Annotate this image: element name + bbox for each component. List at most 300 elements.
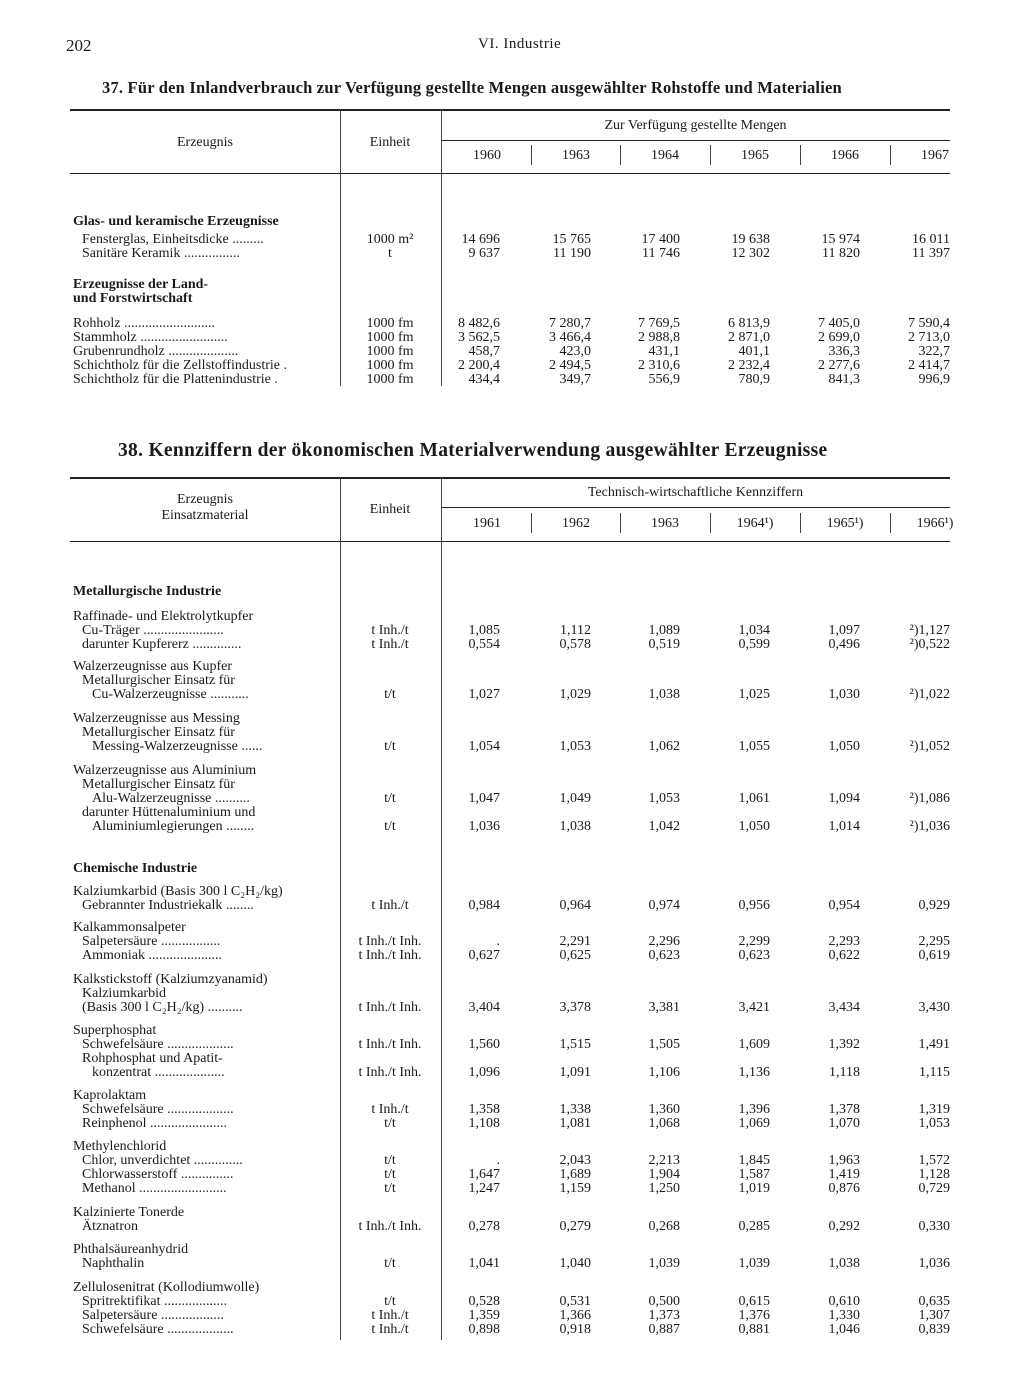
table37-cell: 2 699,0 [818, 330, 860, 345]
table38-cell: 0,278 [468, 1219, 500, 1234]
table38-cell: 1,038 [648, 687, 680, 702]
table38-cell: 0,623 [648, 948, 680, 963]
table38-cell: 1,027 [468, 687, 500, 702]
table37-cell: 2 414,7 [908, 358, 950, 373]
table37-year-divider [531, 145, 532, 165]
table38-header-rule [70, 541, 950, 542]
table38-cell: 1,050 [738, 819, 770, 834]
table37-cell: 401,1 [738, 344, 770, 359]
table37-row [0, 331, 1024, 345]
table38-cell: 0,887 [648, 1322, 680, 1337]
table38-row-label: Kalkstickstoff (Kalziumzyanamid) [73, 972, 268, 987]
table38-row-label: Ammoniak ..................... [82, 948, 222, 963]
table38-cell: 0,625 [559, 948, 591, 963]
table38-cell: 1,069 [738, 1116, 770, 1131]
table38-row-label: Messing-Walzerzeugnisse ...... [92, 739, 263, 754]
table38-row-label: Salpetersäure ................. [82, 934, 221, 949]
table37-cell: 2 494,5 [549, 358, 591, 373]
table38-row [0, 610, 1024, 624]
table37-cell: 2 310,6 [638, 358, 680, 373]
table38-cell: 1,039 [738, 1256, 770, 1271]
table38-row-unit: t Inh./t [371, 623, 409, 638]
table38-cell: 1,515 [559, 1037, 591, 1052]
table37-cell: 15 765 [552, 232, 591, 247]
table38-cell: 0,929 [918, 898, 950, 913]
table37-row-label: Schichtholz für die Zellstoffindustrie . [73, 358, 287, 373]
table37-cell: 15 974 [821, 232, 860, 247]
table37-cell: 458,7 [468, 344, 500, 359]
table37-cell: 996,9 [918, 372, 950, 387]
table38-cell: 1,047 [468, 791, 500, 806]
table38-row [0, 778, 1024, 792]
table38-row-label: Chemische Industrie [73, 861, 198, 876]
table38-cell: 1,096 [468, 1065, 500, 1080]
table38-cell: 1,097 [828, 623, 860, 638]
table38-cell: 0,531 [559, 1294, 591, 1309]
table38-cell: 1,039 [648, 1256, 680, 1271]
table38-cell: 0,578 [559, 637, 591, 652]
table38-row [0, 1182, 1024, 1196]
table38-cell: 1,115 [919, 1065, 950, 1080]
table38-cell: 0,974 [648, 898, 680, 913]
table38-row [0, 1309, 1024, 1323]
table37-cell: 12 302 [731, 246, 770, 261]
table37-year-divider [620, 145, 621, 165]
table38-row [0, 1154, 1024, 1168]
table38-cell: 1,366 [559, 1308, 591, 1323]
table37-cell: 8 482,6 [458, 316, 500, 331]
table37-row-label: Grubenrundholz .................... [73, 344, 239, 359]
table37-year-header: 1963 [562, 148, 590, 163]
table38-cell: 1,112 [560, 623, 591, 638]
table38-cell: 1,159 [559, 1181, 591, 1196]
table37-row-unit: t [388, 246, 392, 261]
table38-row [0, 1089, 1024, 1103]
table37-year-divider [710, 145, 711, 165]
table38-cell: 1,036 [918, 1256, 950, 1271]
table38-cell: ²)1,127 [909, 623, 950, 638]
table38-row-label: Aluminiumlegierungen ........ [92, 819, 255, 834]
table38-cell: 0,619 [918, 948, 950, 963]
table38-row [0, 585, 1024, 599]
table38-row-unit: t Inh./t Inh. [358, 1000, 422, 1015]
table38-row-unit: t/t [384, 791, 396, 806]
table38-row-unit: t Inh./t Inh. [358, 1219, 422, 1234]
table38-row-label: Metallurgischer Einsatz für [82, 725, 235, 740]
table37-cell: 423,0 [559, 344, 591, 359]
table38-cell: ²)1,036 [909, 819, 950, 834]
table38-row [0, 792, 1024, 806]
table38-cell: 2,213 [648, 1153, 680, 1168]
table38-row-unit: t/t [384, 687, 396, 702]
table38-cell: 1,360 [648, 1102, 680, 1117]
table37-cell: 19 638 [731, 232, 770, 247]
table38-col-unit: Einheit [369, 502, 411, 517]
table38-row [0, 935, 1024, 949]
table38-row-unit: t/t [384, 1116, 396, 1131]
table37-row-label: und Forstwirtschaft [73, 291, 193, 306]
table38-cell: 1,396 [738, 1102, 770, 1117]
table38-cell: 0,330 [918, 1219, 950, 1234]
table38-cell: 1,359 [468, 1308, 500, 1323]
table38-cell: 3,421 [738, 1000, 770, 1015]
table38-row [0, 1281, 1024, 1295]
table38-row-label: konzentrat .................... [92, 1065, 225, 1080]
table38-row-label: Methanol ......................... [82, 1181, 227, 1196]
table37-row-label: Erzeugnisse der Land- [73, 277, 209, 292]
table38-col-group: Technisch-wirtschaftliche Kennziffern [587, 485, 804, 500]
table37-row [0, 373, 1024, 387]
table38-cell: 1,049 [559, 791, 591, 806]
table38-cell: 1,319 [918, 1102, 950, 1117]
table38-row-unit: t/t [384, 1153, 396, 1168]
table38-row-label: Cu-Träger ....................... [82, 623, 224, 638]
table38-cell: 1,053 [918, 1116, 950, 1131]
table38-row [0, 688, 1024, 702]
table38-row [0, 820, 1024, 834]
table38-row-label: Chlor, unverdichtet .............. [82, 1153, 243, 1168]
table38-col-product-2: Einsatzmaterial [161, 508, 249, 523]
table38-cell: 1,491 [918, 1037, 950, 1052]
table38-cell: 1,042 [648, 819, 680, 834]
table38-row-label: darunter Kupfererz .............. [82, 637, 242, 652]
table37-cell: 349,7 [559, 372, 591, 387]
table38-cell: 1,068 [648, 1116, 680, 1131]
table38-row-unit: t Inh./t Inh. [358, 934, 422, 949]
table38-row-unit: t Inh./t Inh. [358, 948, 422, 963]
table38-row-label: Kaprolaktam [73, 1088, 147, 1103]
table38-row-unit: t Inh./t [371, 1322, 409, 1337]
table38-row-label: Raffinade- und Elektrolytkupfer [73, 609, 254, 624]
table37-cell: 336,3 [828, 344, 860, 359]
table37-cell: 7 405,0 [818, 316, 860, 331]
table37-group-rule [441, 140, 950, 141]
table37-top-rule [70, 109, 950, 111]
page-number: 202 [66, 36, 92, 55]
table37-cell: 11 746 [642, 246, 680, 261]
table38-row-label: Phthalsäureanhydrid [73, 1242, 189, 1257]
table37-cell: 434,4 [468, 372, 500, 387]
table38-year-header: 1962 [562, 516, 590, 531]
table38-row-label: Metallurgische Industrie [73, 584, 222, 599]
table38-col-product-1: Erzeugnis [177, 492, 233, 507]
table38-cell: 1,034 [738, 623, 770, 638]
table37-year-divider [890, 145, 891, 165]
table38-cell: 1,054 [468, 739, 500, 754]
table38-cell: 2,291 [559, 934, 591, 949]
table38-cell: 1,055 [738, 739, 770, 754]
table38-cell: 0,519 [648, 637, 680, 652]
table38-cell: 1,689 [559, 1167, 591, 1182]
table38-row-label: Schwefelsäure ................... [82, 1102, 234, 1117]
table38-cell: 0,918 [559, 1322, 591, 1337]
table38-row-label: Naphthalin [82, 1256, 145, 1271]
table38-row [0, 1038, 1024, 1052]
table38-row-label: (Basis 300 l C₂H₂/kg) .......... [82, 1000, 243, 1015]
table37-cell: 11 820 [822, 246, 860, 261]
table37-row [0, 247, 1024, 261]
table38-cell: 1,085 [468, 623, 500, 638]
table37-row [0, 317, 1024, 331]
table38-cell: 0,599 [738, 637, 770, 652]
table38-cell: 1,587 [738, 1167, 770, 1182]
table38-cell: 0,627 [468, 948, 500, 963]
table38-cell: 1,247 [468, 1181, 500, 1196]
table38-cell: 1,036 [468, 819, 500, 834]
table38-cell: 0,839 [918, 1322, 950, 1337]
table37-row-label: Sanitäre Keramik ................ [82, 246, 240, 261]
table38-cell: 1,053 [648, 791, 680, 806]
table38-cell: 1,094 [828, 791, 860, 806]
table37-row [0, 292, 1024, 306]
table38-group-rule [441, 507, 950, 508]
table38-row [0, 740, 1024, 754]
table38-row [0, 638, 1024, 652]
table38-cell: 1,038 [828, 1256, 860, 1271]
table38-year-header: 1964¹) [736, 516, 774, 531]
table38-cell: 0,964 [559, 898, 591, 913]
table38-cell: 3,434 [828, 1000, 860, 1015]
table38-top-rule [70, 477, 950, 479]
table37-year-divider [800, 145, 801, 165]
table37-col-group: Zur Verfügung gestellte Mengen [604, 118, 787, 133]
table38-cell: 1,029 [559, 687, 591, 702]
table38-cell: 1,014 [828, 819, 860, 834]
table38-year-header: 1966¹) [916, 516, 954, 531]
table38-row-label: Kalzinierte Tonerde [73, 1205, 185, 1220]
table38-cell: 1,392 [828, 1037, 860, 1052]
table37-year-header: 1966 [831, 148, 859, 163]
table38-row-label: Walzerzeugnisse aus Messing [73, 711, 240, 726]
table38-row [0, 1206, 1024, 1220]
table38-row [0, 1323, 1024, 1337]
table38-row-unit: t Inh./t [371, 637, 409, 652]
table38-cell: 0,528 [468, 1294, 500, 1309]
table38-cell: ²)1,022 [909, 687, 950, 702]
table38-cell: . [496, 1153, 500, 1168]
table37-title: 37. Für den Inlandverbrauch zur Verfügung gestellte Mengen ausgewählter Rohstoffe und Materialien [102, 78, 842, 97]
table38-row [0, 712, 1024, 726]
table37-header-rule [70, 173, 950, 174]
table38-cell: 1,505 [648, 1037, 680, 1052]
table38-cell: 1,963 [828, 1153, 860, 1168]
table37-row-label: Fensterglas, Einheitsdicke ......... [82, 232, 264, 247]
table38-row-unit: t Inh./t [371, 1102, 409, 1117]
table37-cell: 2 277,6 [818, 358, 860, 373]
table38-row [0, 806, 1024, 820]
table38-cell: 2,299 [738, 934, 770, 949]
table37-cell: 11 190 [553, 246, 591, 261]
table38-cell: 1,647 [468, 1167, 500, 1182]
table38-row-unit: t/t [384, 819, 396, 834]
table38-cell: 1,118 [829, 1065, 860, 1080]
table38-row-label: Reinphenol ...................... [82, 1116, 228, 1131]
table38-cell: 1,062 [648, 739, 680, 754]
table38-year-divider [620, 513, 621, 533]
table37-cell: 431,1 [648, 344, 680, 359]
table38-cell: 0,615 [738, 1294, 770, 1309]
table38-row [0, 1295, 1024, 1309]
table37-col-product: Erzeugnis [177, 135, 233, 150]
table37-cell: 2 988,8 [638, 330, 680, 345]
table38-cell: 0,554 [468, 637, 500, 652]
table38-cell: 1,040 [559, 1256, 591, 1271]
table38-row-label: Gebrannter Industriekalk ........ [82, 898, 254, 913]
table38-row-unit: t Inh./t [371, 1308, 409, 1323]
table38-row-label: darunter Hüttenaluminium und [82, 805, 256, 820]
table38-cell: 1,128 [918, 1167, 950, 1182]
table37-cell: 7 769,5 [638, 316, 680, 331]
table38-row-label: Schwefelsäure ................... [82, 1037, 234, 1052]
table37-cell: 2 232,4 [728, 358, 770, 373]
table37-year-header: 1967 [921, 148, 949, 163]
table37-row-unit: 1000 fm [366, 316, 414, 331]
table38-cell: 1,041 [468, 1256, 500, 1271]
table38-row-label: Walzerzeugnisse aus Aluminium [73, 763, 257, 778]
table38-cell: 1,845 [738, 1153, 770, 1168]
table38-row [0, 1243, 1024, 1257]
table38-cell: 1,250 [648, 1181, 680, 1196]
table38-cell: ²)1,086 [909, 791, 950, 806]
table38-cell: 1,419 [828, 1167, 860, 1182]
table37-row-unit: 1000 fm [366, 344, 414, 359]
table38-row-label: Schwefelsäure ................... [82, 1322, 234, 1337]
table38-row-label: Ätznatron [82, 1219, 138, 1234]
table38-cell: 1,338 [559, 1102, 591, 1117]
table38-row [0, 674, 1024, 688]
table37-cell: 2 871,0 [728, 330, 770, 345]
table37-row-label: Schichtholz für die Plattenindustrie . [73, 372, 278, 387]
table37-cell: 6 813,9 [728, 316, 770, 331]
table37-row-label: Glas- und keramische Erzeugnisse [73, 214, 279, 229]
table38-cell: 1,572 [918, 1153, 950, 1168]
table38-cell: 1,378 [828, 1102, 860, 1117]
table37-cell: 3 466,4 [549, 330, 591, 345]
table38-row [0, 1066, 1024, 1080]
table38-row-label: Spritrektifikat .................. [82, 1294, 228, 1309]
table38-row [0, 726, 1024, 740]
table38-cell: 0,500 [648, 1294, 680, 1309]
table38-cell: 0,610 [828, 1294, 860, 1309]
table38-cell: 1,038 [559, 819, 591, 834]
table37-year-header: 1965 [741, 148, 769, 163]
table38-year-divider [531, 513, 532, 533]
table37-cell: 9 637 [468, 246, 500, 261]
table38-row [0, 660, 1024, 674]
table38-cell: 0,898 [468, 1322, 500, 1337]
table38-cell: 1,046 [828, 1322, 860, 1337]
table38-row-label: Walzerzeugnisse aus Kupfer [73, 659, 233, 674]
table38-row [0, 973, 1024, 987]
table38-cell: 1,081 [559, 1116, 591, 1131]
table38-cell: 1,904 [648, 1167, 680, 1182]
table37-row-unit: 1000 m² [366, 232, 414, 247]
table37-cell: 11 397 [912, 246, 950, 261]
table38-cell: ²)1,052 [909, 739, 950, 754]
section-title: VI. Industrie [478, 36, 562, 52]
table38-row-unit: t Inh./t Inh. [358, 1065, 422, 1080]
table38-row-unit: t Inh./t Inh. [358, 1037, 422, 1052]
table38-row [0, 899, 1024, 913]
table37-row [0, 345, 1024, 359]
table38-row [0, 1140, 1024, 1154]
table37-cell: 2 713,0 [908, 330, 950, 345]
table38-cell: 0,954 [828, 898, 860, 913]
table38-row-label: Zellulosenitrat (Kollodiumwolle) [73, 1280, 260, 1295]
table37-row [0, 215, 1024, 229]
table38-row-unit: t/t [384, 1167, 396, 1182]
table38-row [0, 921, 1024, 935]
table38-row-unit: t/t [384, 1294, 396, 1309]
table38-row-label: Salpetersäure .................. [82, 1308, 224, 1323]
table38-row-label: Kalkammonsalpeter [73, 920, 186, 935]
table38-cell: 1,106 [648, 1065, 680, 1080]
table38-cell: 0,496 [828, 637, 860, 652]
table38-cell: 1,307 [918, 1308, 950, 1323]
table38-cell: 2,293 [828, 934, 860, 949]
table38-cell: 1,560 [468, 1037, 500, 1052]
table38-cell: 0,623 [738, 948, 770, 963]
table38-row [0, 1220, 1024, 1234]
table38-row-label: Methylenchlorid [73, 1139, 167, 1154]
table38-cell: 0,279 [559, 1219, 591, 1234]
table37-cell: 322,7 [918, 344, 950, 359]
table37-col-unit: Einheit [369, 135, 411, 150]
table38-cell: 0,876 [828, 1181, 860, 1196]
table38-cell: 3,381 [648, 1000, 680, 1015]
table38-row [0, 1052, 1024, 1066]
table38-cell: 1,373 [648, 1308, 680, 1323]
table38-year-header: 1963 [651, 516, 679, 531]
table38-cell: 3,378 [559, 1000, 591, 1015]
table37-row-unit: 1000 fm [366, 330, 414, 345]
table37-row-label: Stammholz ......................... [73, 330, 228, 345]
table37-cell: 780,9 [738, 372, 770, 387]
table38-cell: 0,285 [738, 1219, 770, 1234]
table38-cell: 2,043 [559, 1153, 591, 1168]
table38-cell: 1,376 [738, 1308, 770, 1323]
table38-cell: 1,019 [738, 1181, 770, 1196]
table38-row-label: Kalziumkarbid (Basis 300 l C₂H₂/kg) [73, 884, 283, 899]
table38-row [0, 1117, 1024, 1131]
table38-cell: 1,025 [738, 687, 770, 702]
table38-row-label: Chlorwasserstoff ............... [82, 1167, 234, 1182]
table38-year-header: 1961 [473, 516, 501, 531]
table38-cell: 1,089 [648, 623, 680, 638]
table37-row-unit: 1000 fm [366, 372, 414, 387]
table38-cell: 1,030 [828, 687, 860, 702]
table38-cell: 1,136 [738, 1065, 770, 1080]
table37-cell: 17 400 [641, 232, 680, 247]
table38-cell: 0,956 [738, 898, 770, 913]
table38-cell: . [496, 934, 500, 949]
table37-cell: 7 590,4 [908, 316, 950, 331]
table38-row-label: Kalziumkarbid [82, 986, 166, 1001]
table37-cell: 556,9 [648, 372, 680, 387]
table37-row [0, 278, 1024, 292]
table37-row [0, 359, 1024, 373]
table38-row-label: Alu-Walzerzeugnisse .......... [92, 791, 250, 806]
table38-cell: 0,984 [468, 898, 500, 913]
table38-row [0, 1103, 1024, 1117]
table38-cell: 1,091 [559, 1065, 591, 1080]
table38-row-label: Superphosphat [73, 1023, 157, 1038]
table38-cell: 1,358 [468, 1102, 500, 1117]
table37-cell: 14 696 [461, 232, 500, 247]
table38-title: 38. Kennziffern der ökonomischen Materialverwendung ausgewählter Erzeugnisse [118, 440, 828, 461]
table38-cell: 0,292 [828, 1219, 860, 1234]
table38-row [0, 624, 1024, 638]
